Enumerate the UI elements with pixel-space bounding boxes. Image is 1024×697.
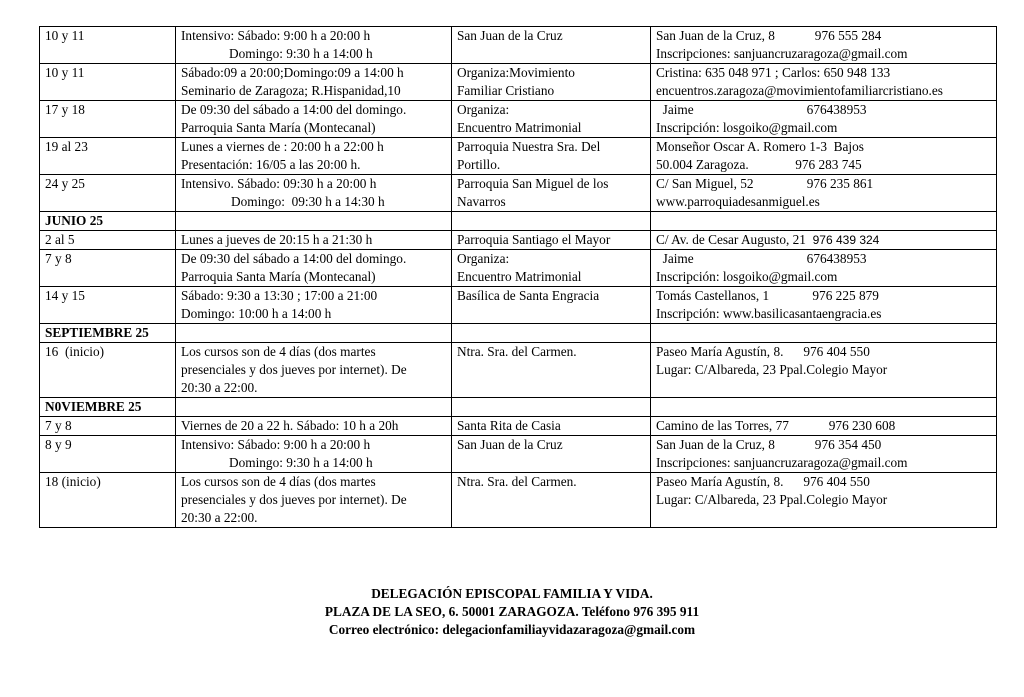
cell-line: Parroquia Nuestra Sra. Del — [457, 139, 601, 154]
date-cell — [40, 287, 176, 324]
contact-cell — [651, 64, 997, 101]
date-cell — [40, 231, 176, 250]
phone-number: 976 439 324 — [812, 233, 880, 247]
schedule-cell — [176, 473, 452, 528]
schedule-cell — [176, 436, 452, 473]
contact-cell — [651, 231, 997, 250]
cell-line: presenciales y dos jueves por internet). De — [181, 362, 407, 377]
cell-line: Encuentro Matrimonial — [457, 269, 582, 284]
footer-line-2: PLAZA DE LA SEO, 6. 50001 ZARAGOZA. Teléfono 976 395 911 — [324, 604, 700, 619]
cell-line: Domingo: 9:30 h a 14:00 h — [229, 455, 373, 470]
cell-line: Monseñor Oscar A. Romero 1-3 Bajos — [656, 139, 864, 154]
cell-line: www.parroquiadesanmiguel.es — [656, 194, 820, 209]
contact-cell — [651, 287, 997, 324]
cell-line: Domingo: 09:30 h a 14:30 h — [231, 194, 385, 209]
cell-line: 14 y 15 — [45, 288, 85, 303]
contact-cell — [651, 101, 997, 138]
cell-line: Inscripciones: sanjuancruzaragoza@gmail.com — [656, 455, 908, 470]
month-header: N0VIEMBRE 25 — [40, 398, 176, 417]
schedule-cell — [176, 175, 452, 212]
cell-line: encuentros.zaragoza@movimientofamiliarcristiano.es — [656, 83, 943, 98]
cell-line: 50.004 Zaragoza. 976 283 745 — [656, 157, 862, 172]
contact-cell — [651, 175, 997, 212]
cell-line: 19 al 23 — [45, 139, 88, 154]
contact-cell — [651, 473, 997, 528]
contact-cell — [651, 436, 997, 473]
cell-line: Parroquia Santiago el Mayor — [457, 232, 611, 247]
schedule-body — [40, 27, 997, 528]
cell-line: Sábado: 9:30 a 13:30 ; 17:00 a 21:00 — [181, 288, 378, 303]
table-row — [40, 175, 997, 212]
cell-line: 2 al 5 — [45, 232, 75, 247]
cell-line: Domingo: 9:30 h a 14:00 h — [229, 46, 373, 61]
cell-line: Familiar Cristiano — [457, 83, 555, 98]
cell-line: Inscripción: losgoiko@gmail.com — [656, 269, 838, 284]
cell-line: Organiza: — [457, 102, 510, 117]
cell-line: Inscripción: www.basilicasantaengracia.es — [656, 306, 882, 321]
cell-line: Organiza:Movimiento — [457, 65, 575, 80]
cell-line: Lunes a jueves de 20:15 h a 21:30 h — [181, 232, 373, 247]
place-cell — [452, 417, 651, 436]
place-cell — [452, 231, 651, 250]
cell-line: presenciales y dos jueves por internet). De — [181, 492, 407, 507]
cell-line: Cristina: 635 048 971 ; Carlos: 650 948 133 — [656, 65, 891, 80]
contact-cell — [651, 343, 997, 398]
cell-line: Seminario de Zaragoza; R.Hispanidad,10 — [181, 83, 401, 98]
date-cell — [40, 417, 176, 436]
month-header-row — [40, 398, 997, 417]
cell-line: Ntra. Sra. del Carmen. — [457, 344, 577, 359]
schedule-cell — [176, 287, 452, 324]
cell-line: 10 y 11 — [45, 28, 85, 43]
cell-line: Intensivo: Sábado: 9:00 h a 20:00 h — [181, 28, 371, 43]
cell-line: Inscripción: losgoiko@gmail.com — [656, 120, 838, 135]
cell-line: Los cursos son de 4 días (dos martes — [181, 474, 376, 489]
cell-line: Basílica de Santa Engracia — [457, 288, 600, 303]
date-cell — [40, 343, 176, 398]
date-cell — [40, 138, 176, 175]
cell-line: 7 y 8 — [45, 251, 72, 266]
cell-line: Viernes de 20 a 22 h. Sábado: 10 h a 20h — [181, 418, 399, 433]
cell-line: Portillo. — [457, 157, 501, 172]
schedule-cell — [176, 417, 452, 436]
cell-line: San Juan de la Cruz — [457, 437, 563, 452]
cell-line: 17 y 18 — [45, 102, 85, 117]
cell-line: Presentación: 16/05 a las 20:00 h. — [181, 157, 361, 172]
cell-line: 8 y 9 — [45, 437, 72, 452]
date-cell — [40, 175, 176, 212]
cell-line: Jaime 676438953 — [656, 102, 867, 117]
empty-cell — [452, 398, 651, 417]
table-row — [40, 343, 997, 398]
table-row — [40, 27, 997, 64]
month-header: JUNIO 25 — [40, 212, 176, 231]
place-cell — [452, 250, 651, 287]
place-cell — [452, 175, 651, 212]
cell-line: San Juan de la Cruz, 8 976 555 284 — [656, 28, 882, 43]
cell-line: 7 y 8 — [45, 418, 72, 433]
month-header-row — [40, 324, 997, 343]
cell-line: Sábado:09 a 20:00;Domingo:09 a 14:00 h — [181, 65, 404, 80]
table-row — [40, 417, 997, 436]
empty-cell — [651, 324, 997, 343]
place-cell — [452, 101, 651, 138]
date-cell — [40, 250, 176, 287]
footer-line-1: DELEGACIÓN EPISCOPAL FAMILIA Y VIDA. — [371, 586, 653, 601]
empty-cell — [452, 212, 651, 231]
date-cell — [40, 473, 176, 528]
empty-cell — [176, 398, 452, 417]
schedule-cell — [176, 250, 452, 287]
schedule-cell — [176, 101, 452, 138]
schedule-cell — [176, 138, 452, 175]
cell-line: Lugar: C/Albareda, 23 Ppal.Colegio Mayor — [656, 362, 888, 377]
schedule-cell — [176, 231, 452, 250]
cell-line: Paseo María Agustín, 8. 976 404 550 — [656, 474, 870, 489]
table-row — [40, 287, 997, 324]
table-row — [40, 436, 997, 473]
table-row — [40, 138, 997, 175]
cell-line: Domingo: 10:00 h a 14:00 h — [181, 306, 332, 321]
cell-line: 10 y 11 — [45, 65, 85, 80]
table-row — [40, 101, 997, 138]
contact-cell — [651, 417, 997, 436]
schedule-table — [39, 26, 997, 528]
cell-line: Ntra. Sra. del Carmen. — [457, 474, 577, 489]
cell-line: 16 (inicio) — [45, 344, 105, 359]
month-header: SEPTIEMBRE 25 — [40, 324, 176, 343]
cell-line: De 09:30 del sábado a 14:00 del domingo. — [181, 251, 407, 266]
empty-cell — [651, 212, 997, 231]
cell-line: San Juan de la Cruz — [457, 28, 563, 43]
table-row — [40, 64, 997, 101]
place-cell — [452, 343, 651, 398]
cell-line: 20:30 a 22:00. — [181, 510, 258, 525]
cell-line: 18 (inicio) — [45, 474, 101, 489]
empty-cell — [452, 324, 651, 343]
cell-line: Lunes a viernes de : 20:00 h a 22:00 h — [181, 139, 384, 154]
cell-line: Parroquia San Miguel de los — [457, 176, 609, 191]
place-cell — [452, 436, 651, 473]
cell-line: Organiza: — [457, 251, 510, 266]
month-header-row — [40, 212, 997, 231]
schedule-cell — [176, 27, 452, 64]
cell-line: Jaime 676438953 — [656, 251, 867, 266]
place-cell — [452, 473, 651, 528]
cell-line: Camino de las Torres, 77 976 230 608 — [656, 418, 896, 433]
cell-line: Encuentro Matrimonial — [457, 120, 582, 135]
cell-line: Parroquia Santa María (Montecanal) — [181, 120, 376, 135]
date-cell — [40, 27, 176, 64]
place-cell — [452, 27, 651, 64]
contact-cell — [651, 138, 997, 175]
table-row — [40, 250, 997, 287]
date-cell — [40, 101, 176, 138]
footer — [0, 585, 1024, 639]
cell-line: Tomás Castellanos, 1 976 225 879 — [656, 288, 879, 303]
cell-line: C/ San Miguel, 52 976 235 861 — [656, 176, 874, 191]
place-cell — [452, 64, 651, 101]
cell-line: Santa Rita de Casia — [457, 418, 561, 433]
schedule-cell — [176, 343, 452, 398]
cell-line: Parroquia Santa María (Montecanal) — [181, 269, 376, 284]
cell-line: De 09:30 del sábado a 14:00 del domingo. — [181, 102, 407, 117]
empty-cell — [176, 324, 452, 343]
schedule-cell — [176, 64, 452, 101]
cell-line: Lugar: C/Albareda, 23 Ppal.Colegio Mayor — [656, 492, 888, 507]
cell-line: Paseo María Agustín, 8. 976 404 550 — [656, 344, 870, 359]
cell-line: San Juan de la Cruz, 8 976 354 450 — [656, 437, 882, 452]
cell-line: 24 y 25 — [45, 176, 85, 191]
contact-cell — [651, 250, 997, 287]
date-cell — [40, 436, 176, 473]
date-cell — [40, 64, 176, 101]
cell-line: Los cursos son de 4 días (dos martes — [181, 344, 376, 359]
table-row — [40, 231, 997, 250]
empty-cell — [651, 398, 997, 417]
table-row — [40, 473, 997, 528]
cell-line: Intensivo. Sábado: 09:30 h a 20:00 h — [181, 176, 377, 191]
empty-cell — [176, 212, 452, 231]
cell-line: C/ Av. de Cesar Augusto, 21 — [656, 232, 813, 247]
footer-line-3: Correo electrónico: delegacionfamiliayvidazaragoza@gmail.com — [328, 622, 696, 637]
cell-line: Navarros — [457, 194, 506, 209]
cell-line: Inscripciones: sanjuancruzaragoza@gmail.com — [656, 46, 908, 61]
cell-line: 20:30 a 22:00. — [181, 380, 258, 395]
contact-cell — [651, 27, 997, 64]
place-cell — [452, 287, 651, 324]
cell-line: Intensivo: Sábado: 9:00 h a 20:00 h — [181, 437, 371, 452]
place-cell — [452, 138, 651, 175]
